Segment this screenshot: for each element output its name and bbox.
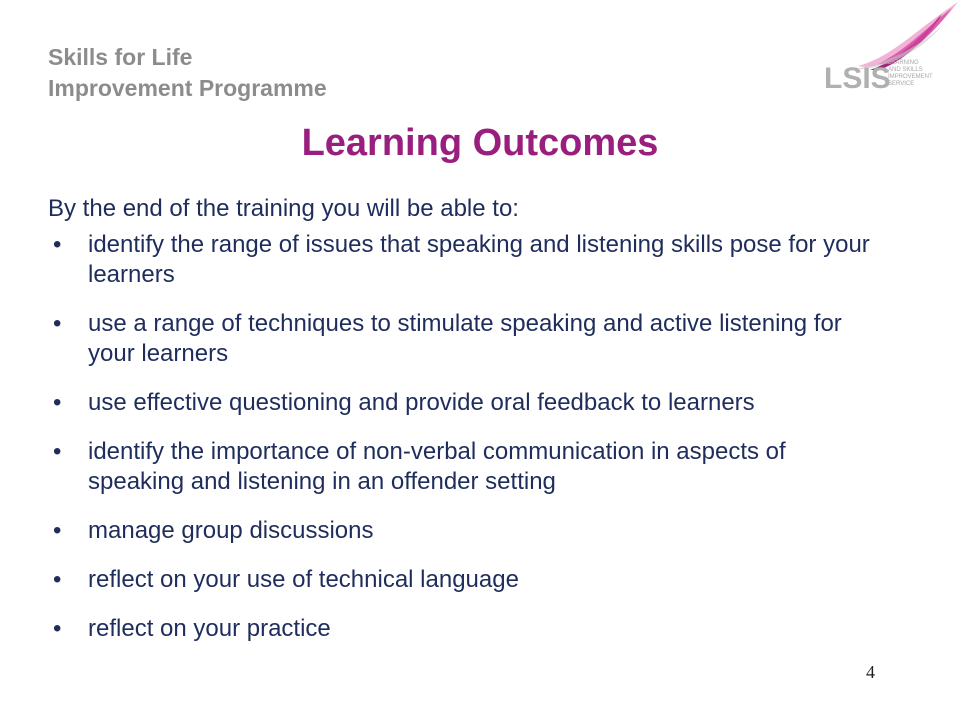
- bullet-icon: •: [53, 310, 62, 337]
- logo-tagline-3: IMPROVEMENT: [888, 74, 933, 80]
- bullet-icon: •: [53, 615, 62, 642]
- logo-tagline-1: LEARNING: [888, 60, 919, 66]
- bullet-icon: •: [53, 517, 62, 544]
- list-item-text: identify the range of issues that speaking and listening skills pose for your learners: [88, 231, 870, 288]
- list-item: [48, 614, 888, 644]
- list-item-text: reflect on your use of technical language: [88, 566, 519, 593]
- bullet-icon: •: [53, 231, 62, 258]
- bullet-icon: •: [53, 389, 62, 416]
- list-item-text: manage group discussions: [88, 517, 374, 544]
- intro-text: By the end of the training you will be able to:: [48, 195, 519, 222]
- slide-title: Learning Outcomes: [301, 122, 659, 164]
- logo-tagline-4: SERVICE: [888, 81, 915, 87]
- bullet-icon: •: [53, 438, 62, 465]
- list-item: [48, 565, 888, 595]
- logo-wordmark: LSIS: [824, 62, 891, 95]
- list-item: [48, 230, 888, 290]
- programme-name-line1: Skills for Life: [48, 44, 193, 70]
- list-item-text: use effective questioning and provide oral feedback to learners: [88, 389, 755, 416]
- list-item: [48, 516, 888, 546]
- list-item-text: identify the importance of non-verbal communication in aspects of speaking and listening in an offender setting: [88, 438, 786, 495]
- list-item: [48, 309, 888, 369]
- list-item-text: use a range of techniques to stimulate speaking and active listening for your learners: [88, 310, 842, 367]
- logo-tagline-2: AND SKILLS: [888, 67, 923, 73]
- bullet-icon: •: [53, 566, 62, 593]
- page-number: 4: [866, 662, 875, 682]
- list-item-text: reflect on your practice: [88, 615, 331, 642]
- lsis-logo: [818, 0, 960, 110]
- list-item: [48, 388, 888, 418]
- learning-outcomes-list: [48, 230, 888, 663]
- programme-name: [48, 42, 327, 104]
- list-item: [48, 437, 888, 497]
- programme-name-line2: Improvement Programme: [48, 75, 327, 101]
